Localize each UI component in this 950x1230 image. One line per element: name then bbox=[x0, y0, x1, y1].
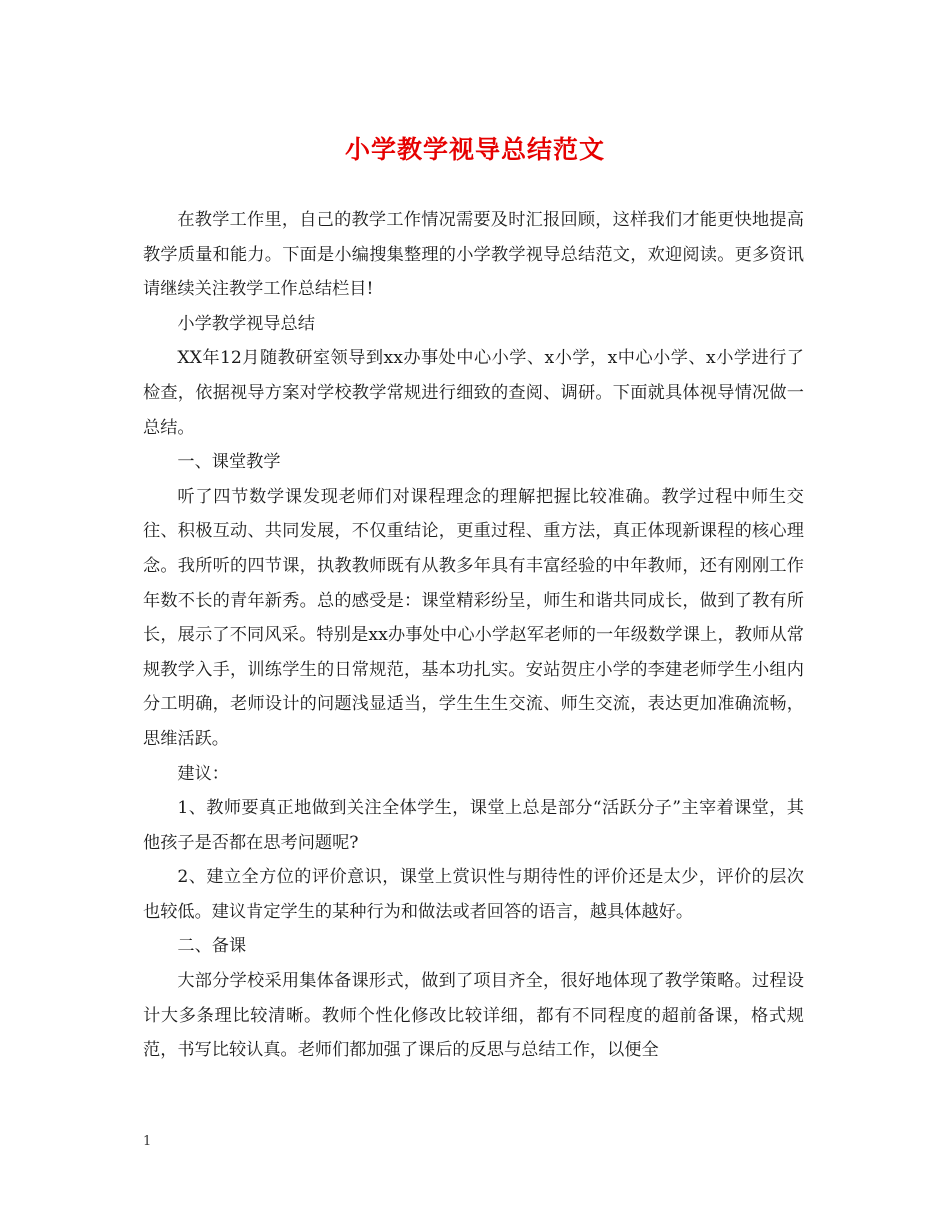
paragraph-suggestion-2: 2、建立全方位的评价意识，课堂上赏识性与期待性的评价还是太少，评价的层次也较低。建议肯定学生的某种行为和做法或者回答的语言，越具体越好。 bbox=[143, 867, 804, 922]
document-title: 小学教学视导总结范文 bbox=[344, 135, 605, 164]
section-heading-suggestions: 建议： bbox=[177, 763, 229, 784]
section-heading-classroom: 一、课堂教学 bbox=[177, 452, 281, 473]
paragraph-classroom: 听了四节数学课发现老师们对课程理念的理解把握比较准确。教学过程中师生交往、积极互动、共同发展，不仅重结论，更重过程、重方法，真正体现新课程的核心理念。我所听的四节课，执教教师既有从教多年具有丰富经验的中年教师，还有刚刚工作年数不长的青年新秀。总的感受是：课堂精彩纷呈，师生和谐共同成长，做到了教有所长，展示了不同风采。特别是xx办事处中心小学赵军老师的一年级数学课上，教师从常规教学入手，训练学生的日常规范，基本功扎实。安站贺庄小学的李建老师学生小组内分工明确，老师设计的问题浅显适当，学生生生交流、师生交流，表达更加准确流畅，思维活跃。 bbox=[143, 486, 804, 749]
document-body bbox=[143, 203, 804, 1068]
paragraph-lesson-prep: 大部分学校采用集体备课形式，做到了项目齐全，很好地体现了教学策略。过程设计大多条理比较清晰。教师个性化修改比较详细，都有不同程度的超前备课，格式规范，书写比较认真。老师们都加强了课后的反思与总结工作，以便全 bbox=[143, 971, 804, 1061]
section-heading-summary: 小学教学视导总结 bbox=[177, 313, 315, 334]
paragraph-inspection: XX年12月随教研室领导到xx办事处中心小学、x小学，x中心小学、x小学进行了检查，依据视导方案对学校教学常规进行细致的查阅、调研。下面就具体视导情况做一总结。 bbox=[143, 348, 804, 438]
paragraph-suggestion-1: 1、教师要真正地做到关注全体学生，课堂上总是部分“活跃分子”主宰着课堂，其他孩子是否都在思考问题呢? bbox=[143, 798, 804, 853]
section-heading-lesson-prep: 二、备课 bbox=[177, 936, 247, 957]
page-number: 1 bbox=[143, 1134, 152, 1149]
paragraph-intro: 在教学工作里，自己的教学工作情况需要及时汇报回顾，这样我们才能更快地提高教学质量和能力。下面是小编搜集整理的小学教学视导总结范文，欢迎阅读。更多资讯请继续关注教学工作总结栏目! bbox=[143, 210, 804, 300]
